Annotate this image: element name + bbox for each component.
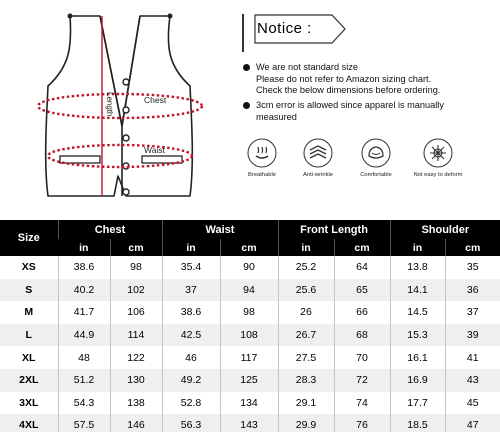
measurement-cell: 15.3	[390, 324, 445, 347]
unit-cm-header: cm	[220, 239, 278, 256]
measurement-cell: 108	[220, 324, 278, 347]
measurement-cell: 18.5	[390, 414, 445, 432]
size-cell: 4XL	[0, 414, 58, 432]
feature-breathable	[232, 138, 292, 178]
measurement-cell: 14.5	[390, 301, 445, 324]
table-row	[0, 369, 500, 392]
size-cell: S	[0, 279, 58, 302]
waist-label: Waist	[144, 145, 165, 155]
notice-sign-pole	[242, 14, 244, 52]
pocket-right	[142, 156, 182, 163]
measurement-cell: 27.5	[278, 346, 334, 369]
feature-label: Comfortable	[360, 172, 392, 178]
measurement-cell: 64	[334, 256, 390, 279]
measurement-cell: 51.2	[58, 369, 110, 392]
unit-cm-header: cm	[445, 239, 500, 256]
length-label: Length	[105, 92, 114, 117]
measurement-cell: 48	[58, 346, 110, 369]
front-length-header: Front Length	[278, 220, 390, 239]
measurement-cell: 16.9	[390, 369, 445, 392]
feature-label: Not easy to deform	[413, 172, 463, 178]
feature-comfortable	[346, 138, 406, 178]
feature-icons-row	[232, 138, 494, 186]
measurement-cell: 114	[110, 324, 162, 347]
measurement-cell: 29.1	[278, 392, 334, 415]
measurement-cell: 70	[334, 346, 390, 369]
measurement-cell: 25.2	[278, 256, 334, 279]
measurement-cell: 57.5	[58, 414, 110, 432]
size-cell: XS	[0, 256, 58, 279]
measurement-cell: 26	[278, 301, 334, 324]
table-row	[0, 301, 500, 324]
measurement-cell: 46	[162, 346, 220, 369]
measurement-cell: 25.6	[278, 279, 334, 302]
measurement-cell: 56.3	[162, 414, 220, 432]
measurement-cell: 17.7	[390, 392, 445, 415]
measurement-cell: 122	[110, 346, 162, 369]
size-chart-table	[0, 220, 500, 432]
measurement-cell: 38.6	[58, 256, 110, 279]
size-header: Size	[0, 220, 58, 256]
measurement-cell: 72	[334, 369, 390, 392]
waist-header: Waist	[162, 220, 278, 239]
measurement-cell: 26.7	[278, 324, 334, 347]
table-row	[0, 256, 500, 279]
measurement-cell: 146	[110, 414, 162, 432]
measurement-cell: 138	[110, 392, 162, 415]
unit-in-header: in	[278, 239, 334, 256]
notice-bullet	[256, 62, 486, 97]
unit-in-header: in	[162, 239, 220, 256]
measurement-cell: 35.4	[162, 256, 220, 279]
measurement-cell: 41	[445, 346, 500, 369]
measurement-cell: 42.5	[162, 324, 220, 347]
table-row	[0, 414, 500, 432]
measurement-cell: 143	[220, 414, 278, 432]
size-cell: 2XL	[0, 369, 58, 392]
unit-cm-header: cm	[110, 239, 162, 256]
notice-title: Notice :	[257, 20, 312, 37]
table-unit-row	[0, 239, 500, 256]
measurement-cell: 130	[110, 369, 162, 392]
comfortable-icon	[361, 138, 391, 168]
notice-panel	[234, 14, 494, 134]
shoulder-point-left	[68, 14, 73, 19]
table-row	[0, 279, 500, 302]
measurement-cell: 52.8	[162, 392, 220, 415]
measurement-cell: 35	[445, 256, 500, 279]
vest-buttons	[123, 79, 129, 195]
size-cell: XL	[0, 346, 58, 369]
size-cell: L	[0, 324, 58, 347]
vest-outline	[46, 16, 193, 196]
measurement-cell: 54.3	[58, 392, 110, 415]
vest-measurement-diagram	[30, 6, 215, 206]
measurement-cell: 36	[445, 279, 500, 302]
table-row	[0, 346, 500, 369]
unit-in-header: in	[58, 239, 110, 256]
measurement-cell: 117	[220, 346, 278, 369]
size-cell: M	[0, 301, 58, 324]
feature-label: Anti-wrinkle	[303, 172, 333, 178]
measurement-cell: 65	[334, 279, 390, 302]
measurement-cell: 29.9	[278, 414, 334, 432]
measurement-cell: 13.8	[390, 256, 445, 279]
measurement-cell: 102	[110, 279, 162, 302]
table-row	[0, 392, 500, 415]
measurement-cell: 66	[334, 301, 390, 324]
feature-anti-wrinkle	[288, 138, 348, 178]
measurement-cell: 90	[220, 256, 278, 279]
measurement-cell: 106	[110, 301, 162, 324]
shoulder-header: Shoulder	[390, 220, 500, 239]
feature-label: Breathable	[247, 172, 277, 178]
measurement-cell: 98	[110, 256, 162, 279]
bullet-dot-icon	[243, 64, 250, 71]
measurement-cell: 47	[445, 414, 500, 432]
shoulder-point-right	[168, 14, 173, 19]
measurement-cell: 94	[220, 279, 278, 302]
measurement-cell: 68	[334, 324, 390, 347]
measurement-cell: 40.2	[58, 279, 110, 302]
feature-not-easy-to-deform	[408, 138, 468, 178]
breathable-icon	[247, 138, 277, 168]
measurement-cell: 44.9	[58, 324, 110, 347]
measurement-cell: 39	[445, 324, 500, 347]
unit-in-header: in	[390, 239, 445, 256]
measurement-cell: 76	[334, 414, 390, 432]
measurement-cell: 41.7	[58, 301, 110, 324]
measurement-cell: 98	[220, 301, 278, 324]
measurement-cell: 38.6	[162, 301, 220, 324]
table-header-row	[0, 220, 500, 239]
unit-cm-header: cm	[334, 239, 390, 256]
notice-bullet-text: We are not standard size Please do not refer to Amazon sizing chart. Check the below dimensions before ordering.	[256, 62, 441, 95]
measurement-cell: 28.3	[278, 369, 334, 392]
not-easy-to-deform-icon	[423, 138, 453, 168]
size-cell: 3XL	[0, 392, 58, 415]
chest-header: Chest	[58, 220, 162, 239]
chest-label: Chest	[144, 95, 167, 105]
measurement-cell: 37	[445, 301, 500, 324]
measurement-cell: 134	[220, 392, 278, 415]
table-row	[0, 324, 500, 347]
bullet-dot-icon	[243, 102, 250, 109]
measurement-cell: 37	[162, 279, 220, 302]
measurement-cell: 43	[445, 369, 500, 392]
notice-bullet	[256, 100, 486, 123]
measurement-cell: 45	[445, 392, 500, 415]
notice-bullet-text: 3cm error is allowed since apparel is manually measured	[256, 100, 444, 122]
measurement-cell: 14.1	[390, 279, 445, 302]
measurement-cell: 74	[334, 392, 390, 415]
measurement-cell: 16.1	[390, 346, 445, 369]
measurement-cell: 125	[220, 369, 278, 392]
anti-wrinkle-icon	[303, 138, 333, 168]
measurement-cell: 49.2	[162, 369, 220, 392]
pocket-left	[60, 156, 100, 163]
table-body	[0, 256, 500, 432]
